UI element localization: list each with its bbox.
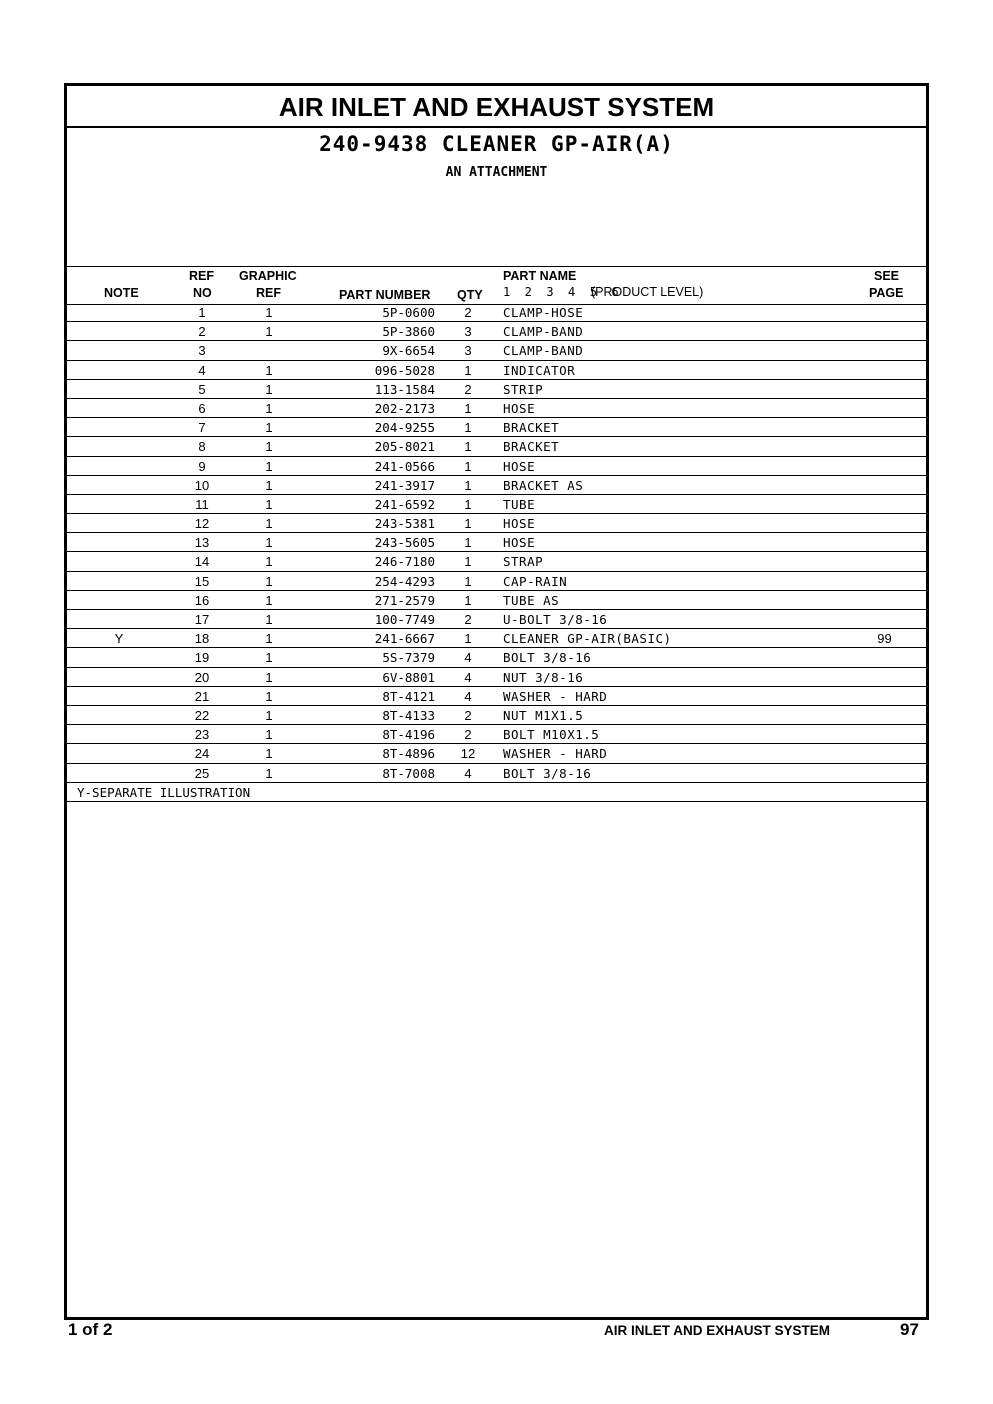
qty-cell: 4 xyxy=(464,765,472,781)
col-graphic-bottom: REF xyxy=(256,286,281,300)
part-name-cell: BOLT M10X1.5 xyxy=(503,727,600,743)
part-name-cell: TUBE xyxy=(503,496,536,512)
col-see-bottom: PAGE xyxy=(869,286,904,300)
part-number-cell: 8T-4121 xyxy=(382,688,435,704)
ref-no-cell: 18 xyxy=(194,631,210,647)
graphic-ref-cell: 1 xyxy=(265,765,273,781)
ref-no-cell: 2 xyxy=(198,324,206,340)
qty-cell: 4 xyxy=(464,650,472,666)
ref-no-cell: 13 xyxy=(194,535,210,551)
qty-cell: 4 xyxy=(464,669,472,685)
qty-cell: 1 xyxy=(464,535,472,551)
part-name-cell: NUT 3/8-16 xyxy=(503,669,584,685)
graphic-ref-cell: 1 xyxy=(265,381,273,397)
part-number-cell: 096-5028 xyxy=(374,362,435,378)
ref-no-cell: 12 xyxy=(194,516,210,532)
qty-cell: 2 xyxy=(464,612,472,627)
graphic-ref-cell: 1 xyxy=(265,650,273,666)
part-number-cell: 8T-4133 xyxy=(382,707,435,723)
col-part-name: PART NAME xyxy=(503,269,577,283)
graphic-ref-cell: 1 xyxy=(265,458,273,474)
part-name-cell: TUBE AS xyxy=(503,592,560,608)
ref-no-cell: 1 xyxy=(198,305,206,320)
part-name-cell: BOLT 3/8-16 xyxy=(503,650,592,666)
part-name-cell: CLAMP-BAND xyxy=(503,324,584,340)
part-number-cell: 254-4293 xyxy=(374,573,435,589)
ref-no-cell: 16 xyxy=(194,592,210,608)
table-header xyxy=(67,266,926,305)
part-name-cell: CLAMP-BAND xyxy=(503,343,584,359)
qty-cell: 1 xyxy=(464,362,472,378)
footer-section: AIR INLET AND EXHAUST SYSTEM xyxy=(604,1323,831,1338)
ref-no-cell: 6 xyxy=(198,400,206,416)
qty-cell: 1 xyxy=(464,554,472,570)
col-ref-bottom: NO xyxy=(193,286,212,300)
ref-no-cell: 20 xyxy=(194,669,210,685)
graphic-ref-cell: 1 xyxy=(265,669,273,685)
qty-cell: 4 xyxy=(464,688,472,704)
part-name-cell: BRACKET xyxy=(503,439,560,455)
part-number-cell: 241-0566 xyxy=(374,458,435,474)
qty-cell: 1 xyxy=(464,496,472,512)
part-number-cell: 205-8021 xyxy=(374,439,435,455)
ref-no-cell: 10 xyxy=(194,477,210,493)
table-row xyxy=(67,552,926,571)
graphic-ref-cell: 1 xyxy=(265,612,273,627)
col-see-top: SEE xyxy=(874,269,900,283)
table-row xyxy=(67,380,926,399)
part-number-cell: 8T-7008 xyxy=(382,765,435,781)
graphic-ref-cell: 1 xyxy=(265,400,273,416)
ref-no-cell: 11 xyxy=(195,496,209,512)
page-title: AIR INLET AND EXHAUST SYSTEM xyxy=(67,86,926,128)
graphic-ref-cell: 1 xyxy=(265,362,273,378)
graphic-ref-cell: 1 xyxy=(265,554,273,570)
table-row xyxy=(67,361,926,380)
part-number-cell: 9X-6654 xyxy=(382,343,435,359)
ref-no-cell: 3 xyxy=(198,343,206,359)
table-row xyxy=(67,514,926,533)
part-number-cell: 241-6667 xyxy=(374,631,435,647)
ref-no-cell: 14 xyxy=(194,554,210,570)
qty-cell: 1 xyxy=(464,477,472,493)
part-name-cell: STRIP xyxy=(503,381,544,397)
part-name-cell: HOSE xyxy=(503,400,536,416)
table-row xyxy=(67,572,926,591)
part-name-cell: STRAP xyxy=(503,554,544,570)
part-name-cell: INDICATOR xyxy=(503,362,576,378)
table-row xyxy=(67,668,926,687)
part-number-cell: 113-1584 xyxy=(374,381,435,397)
page-number: 97 xyxy=(900,1320,919,1339)
part-name-cell: HOSE xyxy=(503,458,536,474)
part-number-cell: 100-7749 xyxy=(374,612,435,627)
graphic-ref-cell: 1 xyxy=(265,592,273,608)
group-subtitle: AN ATTACHMENT xyxy=(445,165,548,180)
table-row xyxy=(67,687,926,706)
see-page-cell: 99 xyxy=(877,631,892,647)
table-row xyxy=(67,591,926,610)
part-number-cell: 271-2579 xyxy=(374,592,435,608)
graphic-ref-cell: 1 xyxy=(265,516,273,532)
table-row xyxy=(67,610,926,629)
col-product-levels: 1 2 3 4 5 6 xyxy=(503,285,619,299)
graphic-ref-cell: 1 xyxy=(265,631,273,647)
graphic-ref-cell: 1 xyxy=(265,496,273,512)
ref-no-cell: 9 xyxy=(198,458,206,474)
qty-cell: 2 xyxy=(464,707,472,723)
part-number-cell: 5S-7379 xyxy=(382,650,435,666)
ref-no-cell: 15 xyxy=(194,573,210,589)
group-title: 240-9438 CLEANER GP-AIR(A) xyxy=(319,132,674,156)
qty-cell: 12 xyxy=(460,746,476,762)
table-row xyxy=(67,744,926,763)
graphic-ref-cell: 1 xyxy=(265,324,273,340)
ref-no-cell: 5 xyxy=(198,381,206,397)
col-graphic-top: GRAPHIC xyxy=(239,269,297,283)
col-note: NOTE xyxy=(104,286,139,300)
graphic-ref-cell: 1 xyxy=(265,573,273,589)
part-name-cell: NUT M1X1.5 xyxy=(503,707,584,723)
part-name-cell: CAP-RAIN xyxy=(503,573,568,589)
col-product-level-label: (PRODUCT LEVEL) xyxy=(591,285,704,299)
graphic-ref-cell: 1 xyxy=(265,688,273,704)
table-row xyxy=(67,725,926,744)
table-row xyxy=(67,457,926,476)
part-number-cell: 243-5605 xyxy=(374,535,435,551)
ref-no-cell: 8 xyxy=(198,439,206,455)
ref-no-cell: 23 xyxy=(194,727,210,743)
ref-no-cell: 25 xyxy=(194,765,210,781)
qty-cell: 1 xyxy=(464,439,472,455)
qty-cell: 1 xyxy=(464,458,472,474)
qty-cell: 3 xyxy=(464,324,472,340)
table-row xyxy=(67,418,926,437)
qty-cell: 1 xyxy=(464,631,472,647)
part-number-cell: 202-2173 xyxy=(374,400,435,416)
part-name-cell: CLAMP-HOSE xyxy=(503,305,584,320)
graphic-ref-cell: 1 xyxy=(265,707,273,723)
graphic-ref-cell: 1 xyxy=(265,305,273,320)
part-number-cell: 204-9255 xyxy=(374,420,435,436)
page-frame xyxy=(64,83,929,1320)
table-row xyxy=(67,764,926,783)
part-name-cell: HOSE xyxy=(503,516,536,532)
ref-no-cell: 7 xyxy=(198,420,206,436)
table-row xyxy=(67,476,926,495)
graphic-ref-cell: 1 xyxy=(265,477,273,493)
part-name-cell: BOLT 3/8-16 xyxy=(503,765,592,781)
table-row xyxy=(67,322,926,341)
qty-cell: 2 xyxy=(464,381,472,397)
qty-cell: 3 xyxy=(464,343,472,359)
part-number-cell: 8T-4896 xyxy=(382,746,435,762)
part-number-cell: 5P-3860 xyxy=(382,324,435,340)
table-row xyxy=(67,437,926,456)
part-number-cell: 241-6592 xyxy=(374,496,435,512)
part-name-cell: HOSE xyxy=(503,535,536,551)
table-row xyxy=(67,303,926,322)
table-row xyxy=(67,629,926,648)
qty-cell: 1 xyxy=(464,420,472,436)
ref-no-cell: 19 xyxy=(194,650,210,666)
table-row xyxy=(67,495,926,514)
part-name-cell: U-BOLT 3/8-16 xyxy=(503,612,608,627)
table-row xyxy=(67,648,926,667)
footnote: Y-SEPARATE ILLUSTRATION xyxy=(77,784,251,800)
part-name-cell: WASHER - HARD xyxy=(503,688,608,704)
ref-no-cell: 4 xyxy=(198,362,206,378)
part-number-cell: 241-3917 xyxy=(374,477,435,493)
part-number-cell: 5P-0600 xyxy=(382,305,435,320)
col-part-number: PART NUMBER xyxy=(339,288,431,302)
qty-cell: 1 xyxy=(464,516,472,532)
table-row xyxy=(67,341,926,360)
graphic-ref-cell: 1 xyxy=(265,420,273,436)
col-ref-top: REF xyxy=(189,269,214,283)
part-number-cell: 246-7180 xyxy=(374,554,435,570)
col-qty: QTY xyxy=(457,288,483,302)
ref-no-cell: 17 xyxy=(194,612,210,627)
part-name-cell: WASHER - HARD xyxy=(503,746,608,762)
qty-cell: 1 xyxy=(464,573,472,589)
part-name-cell: CLEANER GP-AIR(BASIC) xyxy=(503,631,672,647)
qty-cell: 1 xyxy=(464,592,472,608)
ref-no-cell: 22 xyxy=(194,707,210,723)
part-number-cell: 8T-4196 xyxy=(382,727,435,743)
table-row xyxy=(67,533,926,552)
part-number-cell: 6V-8801 xyxy=(382,669,435,685)
graphic-ref-cell: 1 xyxy=(265,727,273,743)
part-name-cell: BRACKET AS xyxy=(503,477,584,493)
part-name-cell: BRACKET xyxy=(503,420,560,436)
footnote-row xyxy=(67,783,926,802)
qty-cell: 1 xyxy=(464,400,472,416)
qty-cell: 2 xyxy=(464,305,472,320)
part-number-cell: 243-5381 xyxy=(374,516,435,532)
table-row xyxy=(67,399,926,418)
parts-table-body xyxy=(67,303,926,802)
graphic-ref-cell: 1 xyxy=(265,535,273,551)
graphic-ref-cell: 1 xyxy=(265,439,273,455)
ref-no-cell: 24 xyxy=(194,746,210,762)
graphic-ref-cell: 1 xyxy=(265,746,273,762)
qty-cell: 2 xyxy=(464,727,472,743)
table-row xyxy=(67,706,926,725)
page-of: 1 of 2 xyxy=(68,1320,113,1339)
note-cell: Y xyxy=(114,631,124,647)
ref-no-cell: 21 xyxy=(194,688,210,704)
